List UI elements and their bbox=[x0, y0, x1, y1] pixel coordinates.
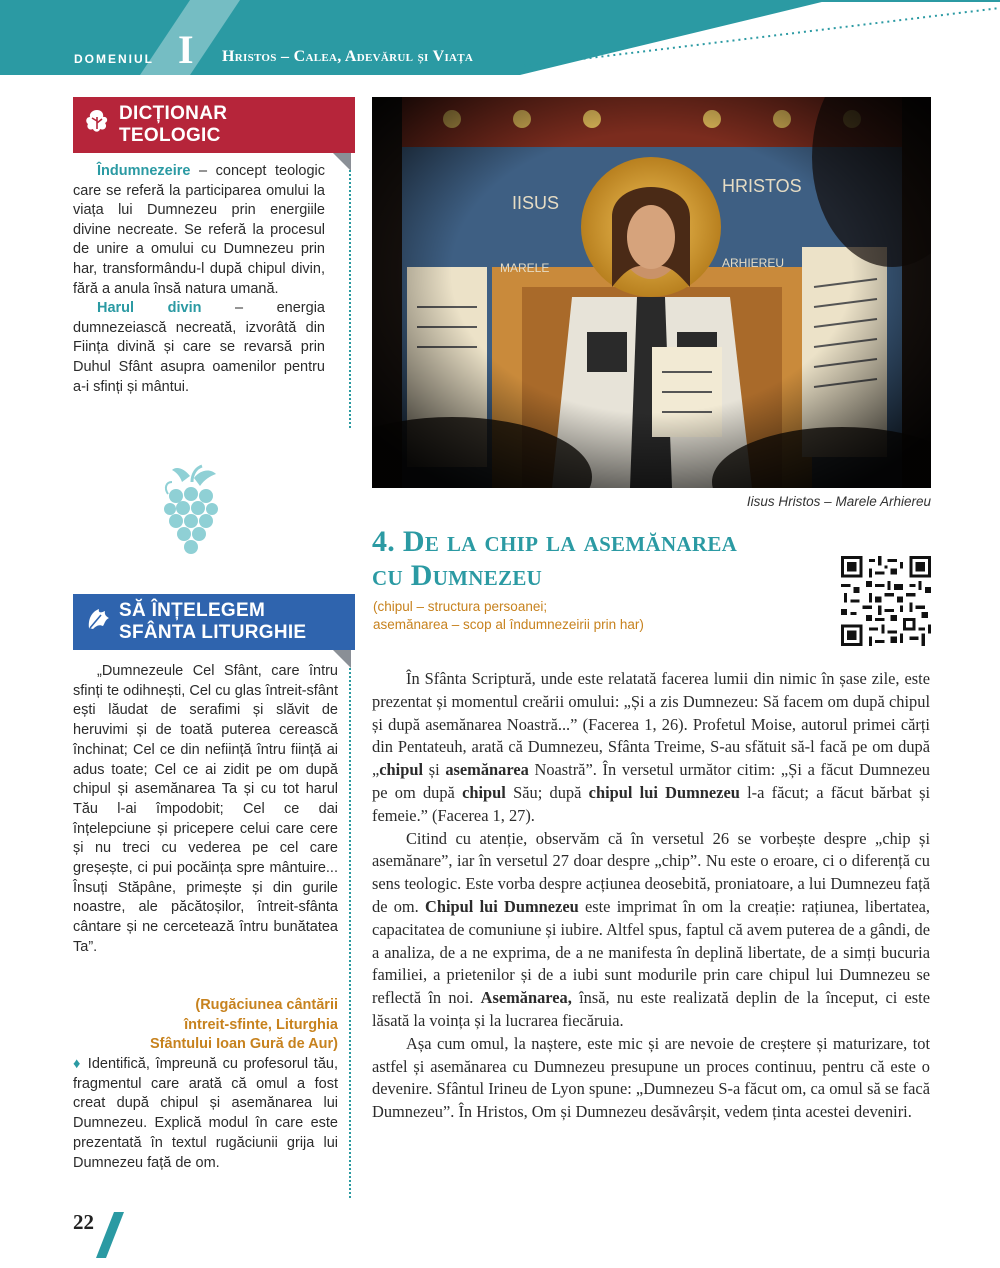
photo-caption: Iisus Hristos – Marele Arhiereu bbox=[746, 494, 931, 509]
task-text: Identifică, împreună cu profesorul tău, fragmentul care arată că omul a fost creat după chipul și asemănarea lui Dumnezeu. Explică modul în care este prezentată în textul rugăciunii grija lui Dumnezeu față de om. bbox=[73, 1056, 338, 1171]
body-emphasis: chipul bbox=[462, 782, 506, 802]
section-subtitle-line2: asemănarea – scop al îndumnezeirii prin har) bbox=[373, 617, 644, 632]
section-title-line1: 4. De la chip la asemănarea bbox=[372, 525, 738, 558]
christ-high-priest-icon-illustration bbox=[372, 97, 931, 488]
body-text: În Sfânta Scriptură, unde este relatată facerea lumii din nimic în șase zile, este prezentat și momentul creării omului: „Și a zis Dumnezeu: Să facem om după chipul și după asemănarea Noastră...” (Facerea 1, 26). Profetul Moise, autorul primei cărți din Pentateuh, arată că Dumnezeu, Sfânta Treime, S-au sfătuit să-l facă pe om după „ bbox=[372, 669, 930, 780]
icon-photo bbox=[372, 97, 931, 488]
body-paragraph bbox=[372, 828, 930, 1033]
source-line: Sfântului Ioan Gură de Aur) bbox=[150, 1036, 338, 1052]
diamond-bullet-icon: ♦ bbox=[73, 1056, 83, 1072]
body-text: l-a făcut; a făcut bărbat și femeie.” (Facerea 1, 27). bbox=[372, 782, 931, 825]
body-paragraph bbox=[372, 668, 930, 828]
dictionary-entries bbox=[73, 162, 325, 397]
source-line: întreit-sfinte, Liturghia bbox=[184, 1016, 338, 1033]
dictionary-entry bbox=[73, 162, 325, 299]
page-number-slash bbox=[96, 1212, 126, 1258]
dictionary-entry bbox=[73, 299, 325, 397]
liturgy-prayer bbox=[73, 662, 338, 958]
dictionary-definition: – concept teologic care se referă la participarea omului la viața lui Dumnezeu prin energiile divine necreate. Se referă la procesul de unire a omului cu Dumnezeu prin har, transformându-l după chipul divin, fără a anula însă natura umană. bbox=[73, 163, 325, 297]
dictionary-term: Îndumnezeire bbox=[97, 163, 191, 179]
body-emphasis: asemănarea bbox=[445, 760, 529, 780]
body-emphasis: Asemănarea, bbox=[480, 988, 572, 1008]
body-text: însă, nu este realizată deplin de la început, ci este lăsată la voința și la lucrarea fiecăruia. bbox=[372, 988, 931, 1030]
section-subtitle-line1: (chipul – structura persoanei; bbox=[373, 599, 548, 614]
domain-number: I bbox=[178, 27, 194, 72]
body-paragraph: Așa cum omul, la naștere, este mic și are nevoie de creștere și maturizare, tot astfel și asemănarea cu Dumnezeu presupune un proces continuu, pentru că este o devenire. Sfântul Irineu de Lyon spune: „Dumnezeu S-a făcut om, ca omul să se facă Dumnezeu”. În Hristos, Om și Dumnezeu desăvârșit, vedem ținta acestei deveniri. bbox=[372, 1033, 930, 1122]
body-text: Citind cu atenție, observăm că în versetul 26 se vorbește despre „chip și asemănare”, iar în versetul 27 doar despre „chip”. Nu este o eroare, ci o diferență cu sens teologic. Este vorba despre acțiunea deosebită, proniatoare, a lui Dumnezeu față de om. bbox=[372, 828, 930, 916]
prayer-text: „Dumnezeule Cel Sfânt, care întru sfinți te odihnești, Cel cu glas întreit-sfânt ești lăudat de serafimi și slăvit de heruvimi și de toată puterea cerească închinat; Cel ce din neființă întru ființă ai adus toate; Cel ce ai zidit pe om după chipul și asemănarea Ta și cu tot harul Tău l-ai împodobit; Cel ce dai înțelepciune și pricepere celui care cere și nu treci cu vederea pe cel care greșește, ci pui pocăința spre mântuire... Însuți Stăpâne, primește și din gurile noastre, ale păcătoșilor, întreit-sfânta cântare și ne cercetează întru bunătatea Ta”. bbox=[73, 663, 338, 955]
lesson-body bbox=[372, 668, 930, 1124]
grape-leaf-icon bbox=[83, 107, 111, 135]
dictionary-heading bbox=[73, 97, 355, 153]
prayer-source bbox=[90, 996, 338, 1055]
body-text: Său; după bbox=[505, 782, 589, 802]
liturgy-title-line1: SĂ ÎNȚELEGEM bbox=[119, 600, 266, 621]
dictionary-title-line2: TEOLOGIC bbox=[119, 125, 221, 146]
body-text: și bbox=[423, 760, 446, 780]
body-text: este imprimat în om la creație: rațiunea, libertatea, capacitatea de comuniune și iubire. Altfel spus, faptul că avem puterea de a gândi, de a analiza, de a ne exprima, de a ne manifesta în deplină libertate, de a simți bucuria familiei, a prietenilor și de a iubi sunt modurile prin care chipul lui Dumnezeu se reflectă în noi. bbox=[372, 896, 930, 1008]
liturgy-dotted-rule bbox=[349, 668, 351, 1198]
liturgy-heading bbox=[73, 594, 355, 650]
liturgy-task bbox=[73, 1055, 338, 1173]
section-title bbox=[372, 525, 842, 593]
section-subtitle bbox=[373, 598, 813, 634]
body-emphasis: chipul bbox=[379, 760, 424, 780]
dictionary-dotted-rule bbox=[349, 170, 351, 428]
dictionary-title-line1: DICȚIONAR bbox=[119, 103, 228, 124]
dictionary-term: Harul divin bbox=[97, 300, 202, 317]
source-line: (Rugăciunea cântării bbox=[195, 997, 338, 1013]
grapes-decoration-icon bbox=[154, 462, 230, 562]
body-emphasis: chipul lui Dumnezeu bbox=[588, 782, 740, 802]
body-text: Noastră”. În versetul următor citim: „Și a făcut Dumnezeu pe om după bbox=[372, 760, 930, 802]
qr-code-icon[interactable] bbox=[841, 556, 931, 646]
domain-label: DOMENIUL bbox=[74, 52, 154, 66]
section-title-line2: cu Dumnezeu bbox=[372, 559, 543, 592]
domain-title: Hristos – Calea, Adevărul și Viața bbox=[222, 48, 474, 65]
page-number: 22 bbox=[73, 1210, 94, 1234]
grape-leaf-icon bbox=[83, 604, 111, 632]
dictionary-definition: – energia dumnezeiască necreată, izvorâtă din Ființa divină și care se revarsă prin Duhul Sfânt asupra oamenilor pentru a-i sfinți și mântui. bbox=[73, 300, 325, 395]
dictionary-corner bbox=[333, 153, 351, 171]
liturgy-title-line2: SFÂNTA LITURGHIE bbox=[119, 622, 307, 643]
body-emphasis: Chipul lui Dumnezeu bbox=[425, 896, 579, 916]
